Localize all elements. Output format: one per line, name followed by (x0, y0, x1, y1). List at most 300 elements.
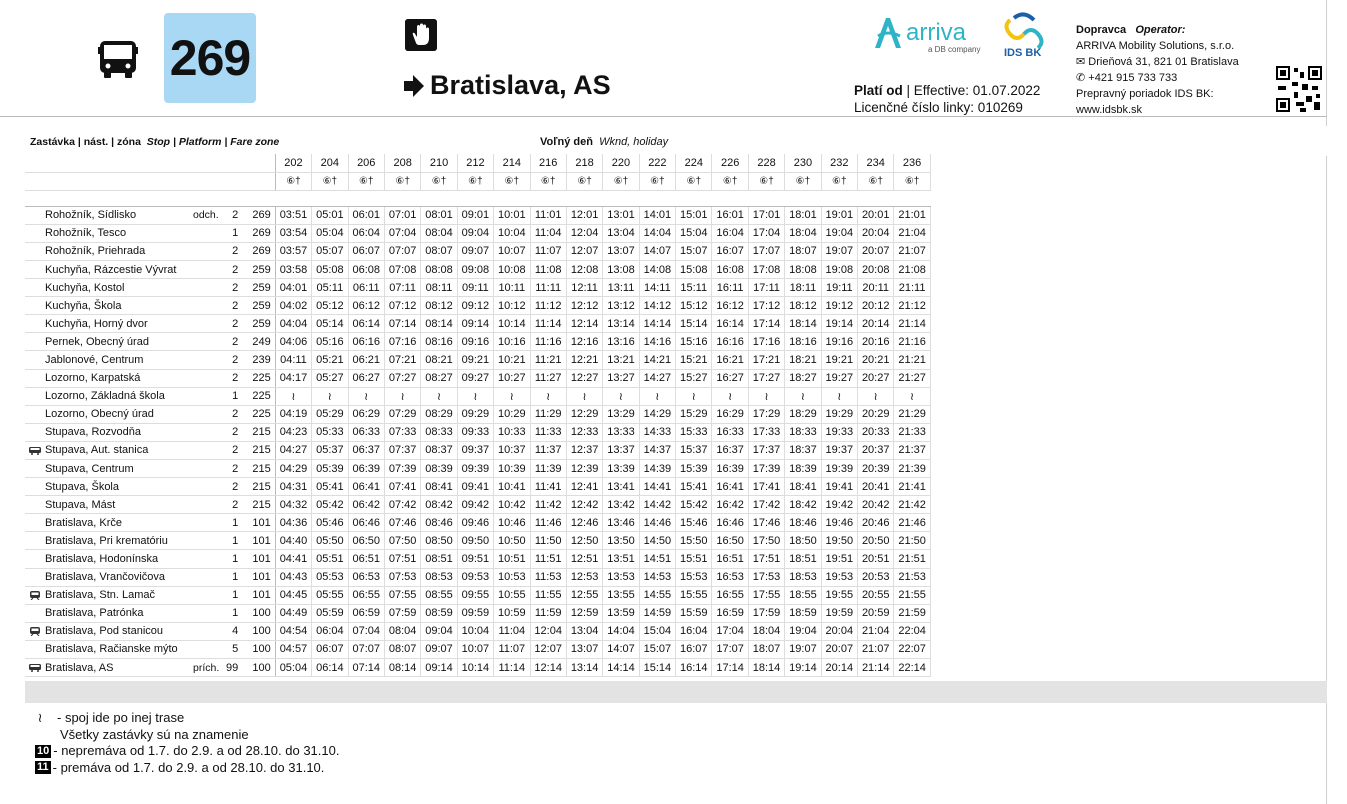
stop-name (25, 405, 193, 423)
departure-time: 20:21 (858, 351, 894, 369)
departure-time: 13:07 (566, 640, 602, 658)
departure-time: 05:01 (312, 206, 348, 224)
departure-time: 08:07 (384, 640, 420, 658)
departure-time: 16:29 (712, 405, 748, 423)
dep-arr-marker (193, 405, 219, 423)
platform: 1 (219, 387, 241, 405)
dep-arr-marker (193, 460, 219, 478)
departure-time: 19:51 (821, 550, 857, 568)
departure-time: 08:53 (421, 568, 457, 586)
departure-time: 20:39 (858, 460, 894, 478)
departure-time: 17:51 (748, 550, 784, 568)
departure-time: 07:46 (384, 514, 420, 532)
departure-time: 13:04 (566, 622, 602, 640)
validity-info (854, 82, 1040, 116)
stop-name (25, 514, 193, 532)
svg-text:arriva: arriva (906, 19, 967, 46)
legend-note-11: - premáva od 1.7. do 2.9. a od 28.10. do 31.10. (52, 759, 325, 775)
departure-time: 08:59 (421, 604, 457, 622)
departure-time: 06:14 (348, 315, 384, 333)
departure-time: 04:43 (275, 568, 311, 586)
fare-zone: 215 (241, 478, 275, 496)
departure-time: 18:01 (785, 206, 821, 224)
spacer (193, 172, 219, 190)
departure-time: 21:07 (858, 640, 894, 658)
stop-name (25, 496, 193, 514)
departure-time: 11:29 (530, 405, 566, 423)
departure-time: 10:12 (494, 297, 530, 315)
departure-time: 08:21 (421, 351, 457, 369)
departure-time: 15:51 (676, 550, 712, 568)
svg-text:IDS BK: IDS BK (1004, 47, 1042, 58)
stop-row (25, 496, 930, 514)
departure-time: 17:37 (748, 441, 784, 459)
trip-note-symbol: ⑥† (858, 172, 894, 190)
departure-time: 11:53 (530, 568, 566, 586)
trip-note-symbol: ⑥† (348, 172, 384, 190)
dep-arr-marker (193, 423, 219, 441)
departure-time: 04:02 (275, 297, 311, 315)
departure-time: 07:11 (384, 279, 420, 297)
departure-time: 05:55 (312, 586, 348, 604)
departure-time: ≀ (348, 387, 384, 405)
departure-time: 13:42 (603, 496, 639, 514)
departure-time: 07:53 (384, 568, 420, 586)
departure-time: ≀ (712, 387, 748, 405)
departure-time: 20:08 (858, 260, 894, 278)
qr-code[interactable] (1276, 66, 1322, 112)
trip-note-symbol: ⑥† (421, 172, 457, 190)
spacer (219, 154, 241, 172)
dep-arr-marker (193, 568, 219, 586)
fare-zone: 225 (241, 405, 275, 423)
departure-time: 04:27 (275, 441, 311, 459)
stop-name (25, 460, 193, 478)
stop-row (25, 550, 930, 568)
stop-row (25, 387, 930, 405)
departure-time: 17:14 (712, 659, 748, 677)
departure-time: 10:37 (494, 441, 530, 459)
stop-label: Bratislava, Krče (45, 516, 123, 529)
departure-time: 04:57 (275, 640, 311, 658)
departure-time: ≀ (821, 387, 857, 405)
note-11-badge: 11 (37, 761, 49, 774)
departure-time: 11:08 (530, 260, 566, 278)
departure-time: 05:21 (312, 351, 348, 369)
platform: 2 (219, 242, 241, 260)
departure-time: 04:11 (275, 351, 311, 369)
bus-station-icon (29, 446, 41, 455)
stop-row (25, 659, 930, 677)
departure-time: 20:46 (858, 514, 894, 532)
departure-time: 20:27 (858, 369, 894, 387)
stop-row (25, 260, 930, 278)
departure-time: 09:21 (457, 351, 493, 369)
departure-time: 13:14 (566, 659, 602, 677)
stop-label: Pernek, Obecný úrad (45, 335, 149, 348)
departure-time: 06:41 (348, 478, 384, 496)
departure-time: ≀ (494, 387, 530, 405)
departure-time: 07:29 (384, 405, 420, 423)
stop-label: Kuchyňa, Kostol (45, 281, 125, 294)
departure-time: 08:50 (421, 532, 457, 550)
departure-time: 07:04 (384, 224, 420, 242)
departure-time: 06:12 (348, 297, 384, 315)
stop-row (25, 586, 930, 604)
fare-zone: 101 (241, 568, 275, 586)
departure-time: 10:59 (494, 604, 530, 622)
departure-time: 09:14 (457, 315, 493, 333)
departure-time: 09:04 (457, 224, 493, 242)
departure-time: 05:11 (312, 279, 348, 297)
departure-time: 20:41 (858, 478, 894, 496)
departure-time: 18:07 (748, 640, 784, 658)
departure-time: 16:37 (712, 441, 748, 459)
departure-time: 10:55 (494, 586, 530, 604)
departure-time: 08:42 (421, 496, 457, 514)
departure-time: 17:04 (748, 224, 784, 242)
departure-time: ≀ (676, 387, 712, 405)
departure-time: 21:37 (894, 441, 930, 459)
departure-time: 14:08 (639, 260, 675, 278)
departure-time: 11:14 (530, 315, 566, 333)
departure-time: 05:50 (312, 532, 348, 550)
departure-time: 20:37 (858, 441, 894, 459)
departure-time: 10:07 (457, 640, 493, 658)
departure-time: 10:11 (494, 279, 530, 297)
departure-time: 14:53 (639, 568, 675, 586)
departure-time: 09:27 (457, 369, 493, 387)
departure-time: 21:39 (894, 460, 930, 478)
departure-time: 07:27 (384, 369, 420, 387)
departure-time: 10:04 (457, 622, 493, 640)
departure-time: 08:07 (421, 242, 457, 260)
departure-time: 11:59 (530, 604, 566, 622)
departure-time: 14:41 (639, 478, 675, 496)
departure-time: 07:16 (384, 333, 420, 351)
departure-time: 15:01 (676, 206, 712, 224)
stop-row (25, 206, 930, 224)
dep-arr-marker (193, 351, 219, 369)
departure-time: 11:42 (530, 496, 566, 514)
departure-time: 08:14 (421, 315, 457, 333)
envelope-icon: ✉ (1076, 56, 1086, 68)
departure-time: 12:27 (566, 369, 602, 387)
departure-time: 16:41 (712, 478, 748, 496)
fare-zone: 100 (241, 659, 275, 677)
stop-row (25, 315, 930, 333)
stop-name (25, 279, 193, 297)
departure-time: 13:11 (603, 279, 639, 297)
departure-time: 10:08 (494, 260, 530, 278)
departure-time: ≀ (457, 387, 493, 405)
dep-arr-marker (193, 387, 219, 405)
stop-name (25, 351, 193, 369)
platform: 2 (219, 478, 241, 496)
stop-name (25, 242, 193, 260)
departure-time: 22:07 (894, 640, 930, 658)
departure-time: 21:46 (894, 514, 930, 532)
fare-zone: 259 (241, 297, 275, 315)
legend-note-10: - nepremáva od 1.7. do 2.9. a od 28.10. do 31.10. (53, 743, 340, 758)
fare-zone: 215 (241, 423, 275, 441)
operator-label: Dopravca (1076, 24, 1127, 36)
departure-time: ≀ (312, 387, 348, 405)
departure-time: 18:04 (785, 224, 821, 242)
departure-time: 16:51 (712, 550, 748, 568)
stop-label: Jablonové, Centrum (45, 353, 144, 366)
departure-time: 20:53 (858, 568, 894, 586)
departure-time: 19:39 (821, 460, 857, 478)
stop-name (25, 586, 193, 604)
platform: 2 (219, 297, 241, 315)
spacer (241, 172, 275, 190)
stop-label: Stupava, Škola (45, 480, 119, 493)
departure-time: 21:50 (894, 532, 930, 550)
fare-zone: 225 (241, 369, 275, 387)
departure-time: 20:14 (821, 659, 857, 677)
dep-arr-marker (193, 333, 219, 351)
departure-time: 05:41 (312, 478, 348, 496)
trip-number: 206 (348, 154, 384, 172)
departure-time: 16:53 (712, 568, 748, 586)
stop-label: Stupava, Rozvodňa (45, 426, 142, 439)
departure-time: 17:01 (748, 206, 784, 224)
tariff-url[interactable]: www.idsbk.sk (1076, 104, 1143, 116)
departure-time: 14:07 (639, 242, 675, 260)
departure-time: 20:07 (858, 242, 894, 260)
departure-time: 16:39 (712, 460, 748, 478)
stop-column-title: Zastávka | nást. | zóna Stop | Platform | Fare zone (30, 136, 280, 148)
trip-note-symbol: ⑥† (785, 172, 821, 190)
departure-time: 12:42 (566, 496, 602, 514)
departure-time: 16:50 (712, 532, 748, 550)
dep-arr-marker (193, 242, 219, 260)
departure-time: 21:27 (894, 369, 930, 387)
stop-row (25, 297, 930, 315)
departure-time: 12:29 (566, 405, 602, 423)
departure-time: 11:37 (530, 441, 566, 459)
stop-row (25, 279, 930, 297)
license-number: Licenčné číslo linky: 010269 (854, 100, 1023, 115)
departure-time: 13:55 (603, 586, 639, 604)
operator-name: ARRIVA Mobility Solutions, s.r.o. (1076, 40, 1235, 52)
ids-bk-logo (1000, 12, 1048, 58)
departure-time: 20:33 (858, 423, 894, 441)
departure-time: 21:55 (894, 586, 930, 604)
departure-time: 19:01 (821, 206, 857, 224)
departure-time: 14:37 (639, 441, 675, 459)
departure-time: 15:29 (676, 405, 712, 423)
departure-time: 08:16 (421, 333, 457, 351)
stop-label: Stupava, Mást (45, 498, 116, 511)
hand-request-stop-icon (405, 19, 437, 51)
fare-zone: 239 (241, 351, 275, 369)
departure-time: 09:04 (421, 622, 457, 640)
validity-date: | Effective: 01.07.2022 (902, 83, 1041, 98)
departure-time: 14:04 (639, 224, 675, 242)
stop-label: Kuchyňa, Horný dvor (45, 317, 148, 330)
stop-label: Bratislava, Patrónka (45, 607, 144, 620)
departure-time: 05:42 (312, 496, 348, 514)
departure-time: 07:37 (384, 441, 420, 459)
fare-zone: 259 (241, 260, 275, 278)
trip-note-symbol: ⑥† (384, 172, 420, 190)
departure-time: 07:55 (384, 586, 420, 604)
departure-time: 16:04 (676, 622, 712, 640)
stop-label: Stupava, Centrum (45, 462, 134, 475)
route-number: 269 (164, 13, 256, 103)
departure-time: 21:16 (894, 333, 930, 351)
departure-time: 04:49 (275, 604, 311, 622)
note-10-badge: 10 (37, 744, 50, 757)
trip-number: 208 (384, 154, 420, 172)
departure-time: 17:04 (712, 622, 748, 640)
stop-row (25, 460, 930, 478)
departure-time: 09:59 (457, 604, 493, 622)
stop-row (25, 369, 930, 387)
departure-time: 20:07 (821, 640, 857, 658)
departure-time: 13:07 (603, 242, 639, 260)
dep-arr-marker (193, 532, 219, 550)
departure-time: 20:04 (821, 622, 857, 640)
fare-zone: 101 (241, 532, 275, 550)
departure-time: 06:51 (348, 550, 384, 568)
departure-time: 04:23 (275, 423, 311, 441)
departure-time: 21:14 (894, 315, 930, 333)
stop-name (25, 622, 193, 640)
stop-label: Bratislava, Vrančovičova (45, 571, 166, 584)
departure-time: 11:50 (530, 532, 566, 550)
departure-time: 16:33 (712, 423, 748, 441)
stop-label: Lozorno, Obecný úrad (45, 408, 154, 421)
departure-time: 18:42 (785, 496, 821, 514)
departure-time: 13:37 (603, 441, 639, 459)
departure-time: 15:50 (676, 532, 712, 550)
departure-time: 12:39 (566, 460, 602, 478)
departure-time: 09:11 (457, 279, 493, 297)
fare-zone: 100 (241, 604, 275, 622)
departure-time: 19:33 (821, 423, 857, 441)
departure-time: 11:39 (530, 460, 566, 478)
departure-time: 07:59 (384, 604, 420, 622)
stop-row (25, 514, 930, 532)
departure-time: 13:59 (603, 604, 639, 622)
departure-time: 19:46 (821, 514, 857, 532)
departure-time: 10:07 (494, 242, 530, 260)
departure-time: 18:12 (785, 297, 821, 315)
departure-time: 10:14 (457, 659, 493, 677)
departure-time: 17:39 (748, 460, 784, 478)
departure-time: 07:50 (384, 532, 420, 550)
departure-time: 17:55 (748, 586, 784, 604)
departure-time: 21:42 (894, 496, 930, 514)
trip-note-symbol: ⑥† (748, 172, 784, 190)
departure-time: 17:12 (748, 297, 784, 315)
timetable-grid (25, 154, 931, 677)
stop-name (25, 659, 193, 677)
fare-zone: 215 (241, 441, 275, 459)
departure-time: 11:07 (530, 242, 566, 260)
departure-time: 06:53 (348, 568, 384, 586)
svg-text:a DB company: a DB company (928, 45, 981, 54)
departure-time: 06:50 (348, 532, 384, 550)
trip-number: 212 (457, 154, 493, 172)
departure-time: 14:59 (639, 604, 675, 622)
departure-time: 20:29 (858, 405, 894, 423)
departure-time: 17:59 (748, 604, 784, 622)
departure-time: 13:46 (603, 514, 639, 532)
fare-zone: 101 (241, 586, 275, 604)
departure-time: 06:04 (348, 224, 384, 242)
departure-time: 05:29 (312, 405, 348, 423)
departure-time: 07:01 (384, 206, 420, 224)
departure-time: 15:59 (676, 604, 712, 622)
departure-time: 05:27 (312, 369, 348, 387)
departure-time: 19:04 (785, 622, 821, 640)
spacer (219, 172, 241, 190)
tariff-label: Prepravný poriadok IDS BK: (1076, 88, 1214, 100)
departure-time: 04:17 (275, 369, 311, 387)
departure-time: 10:01 (494, 206, 530, 224)
departure-time: 09:53 (457, 568, 493, 586)
trip-number: 230 (785, 154, 821, 172)
departure-time: 21:01 (894, 206, 930, 224)
departure-time: 18:33 (785, 423, 821, 441)
dep-arr-marker (193, 441, 219, 459)
departure-time: 15:14 (676, 315, 712, 333)
departure-time: 18:39 (785, 460, 821, 478)
departure-time: 05:46 (312, 514, 348, 532)
departure-time: 18:53 (785, 568, 821, 586)
departure-time: 15:53 (676, 568, 712, 586)
departure-time: 11:01 (530, 206, 566, 224)
departure-time: 11:04 (530, 224, 566, 242)
destination (404, 70, 611, 101)
departure-time: 05:12 (312, 297, 348, 315)
departure-time: ≀ (785, 387, 821, 405)
departure-time: 20:16 (858, 333, 894, 351)
departure-time: 14:33 (639, 423, 675, 441)
stop-name (25, 423, 193, 441)
departure-time: 08:27 (421, 369, 457, 387)
fare-zone: 101 (241, 514, 275, 532)
stop-name (25, 315, 193, 333)
departure-time: 11:21 (530, 351, 566, 369)
trip-number: 216 (530, 154, 566, 172)
departure-time: 10:33 (494, 423, 530, 441)
trip-number: 226 (712, 154, 748, 172)
departure-time: 17:08 (748, 260, 784, 278)
departure-time: 20:50 (858, 532, 894, 550)
departure-time: 08:12 (421, 297, 457, 315)
departure-time: 15:37 (676, 441, 712, 459)
departure-time: 19:14 (785, 659, 821, 677)
departure-time: 21:33 (894, 423, 930, 441)
departure-time: 22:14 (894, 659, 930, 677)
departure-time: 16:55 (712, 586, 748, 604)
departure-time: 11:46 (530, 514, 566, 532)
departure-time: 05:04 (312, 224, 348, 242)
dep-arr-marker (193, 586, 219, 604)
platform: 2 (219, 351, 241, 369)
departure-time: 05:14 (312, 315, 348, 333)
departure-time: 12:12 (566, 297, 602, 315)
trip-note-symbol: ⑥† (676, 172, 712, 190)
dep-arr-marker (193, 315, 219, 333)
fare-zone: 269 (241, 206, 275, 224)
departure-time: 08:33 (421, 423, 457, 441)
